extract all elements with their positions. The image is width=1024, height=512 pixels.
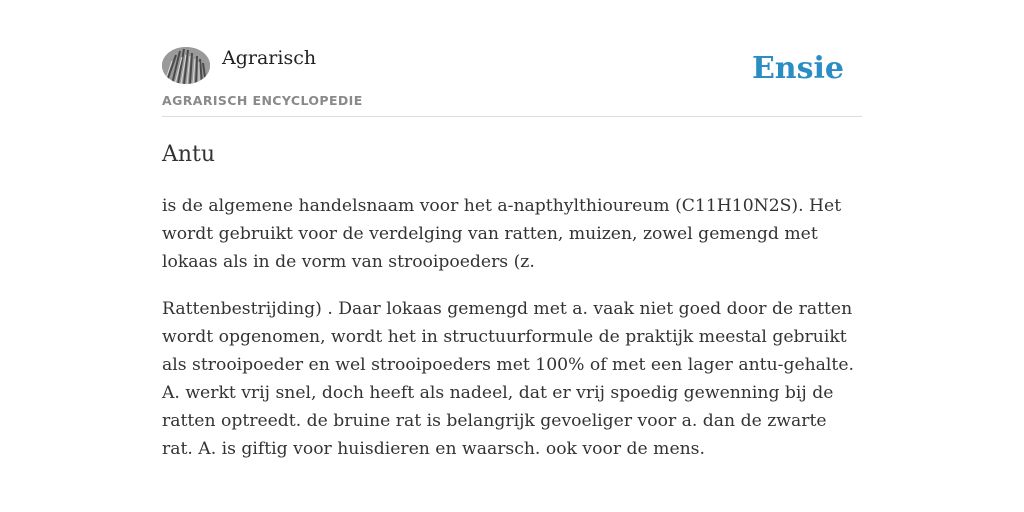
page [162, 0, 862, 459]
article-paragraph: Rattenbestrijding) . Daar lokaas gemengd met a. vaak niet goed door de ratten wordt opgenomen, wordt het in structuurformule de praktijk meestal gebruikt als strooipoeder en wel strooipoeders met 100% of met een lager antu-gehalte. A. werkt vrij snel, doch heeft als nadeel, dat er vrij spoedig gewenning bij de ratten optreedt. de bruine rat is belangrijk gevoeliger voor a. dan de zwarte rat. A. is giftig voor huisdieren en waarsch. ook voor de mens. [162, 299, 854, 459]
brand-logo[interactable]: Ensie [751, 51, 844, 86]
site-name[interactable]: Agrarisch [222, 47, 317, 69]
article-title: Antu [162, 142, 216, 167]
site-header [162, 0, 862, 117]
site-subtitle: AGRARISCH ENCYCLOPEDIE [162, 93, 363, 108]
wheat-icon[interactable] [162, 47, 210, 84]
article-paragraph: is de algemene handelsnaam voor het a-napthylthioureum (C11H10N2S). Het wordt gebruikt voor de verdelging van ratten, muizen, zowel gemengd met lokaas als in de vorm van strooipoeders (z. [162, 196, 842, 272]
